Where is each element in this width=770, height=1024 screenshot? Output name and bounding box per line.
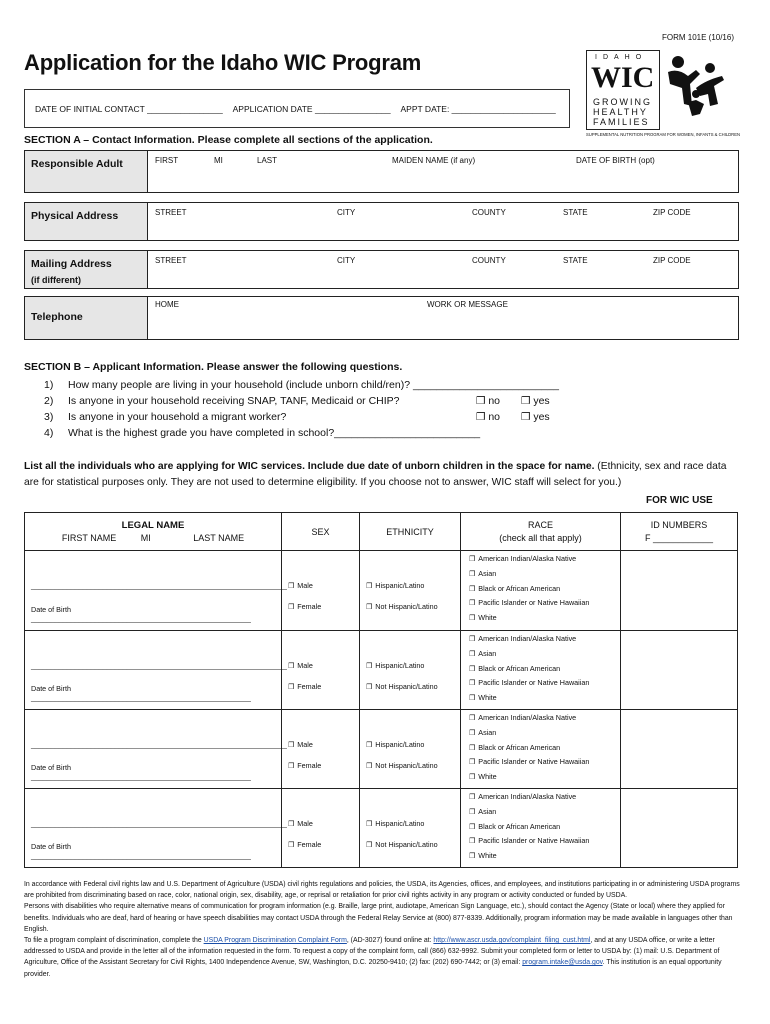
footer-paragraph-1: In accordance with Federal civil rights law and U.S. Department of Agriculture (USDA) civil rights regulations and policies, the USDA, its Agencies, offices, and employees, and institutions participating in or administering USDA programs are prohibited from discriminating based on race, color, national origin, sex, disability, age, or reprisal or retaliation for prior civil rights activity in any program or activity conducted or funded by USDA. <box>24 881 740 900</box>
option-label: Not Hispanic/Latino <box>375 682 438 691</box>
option-label: Hispanic/Latino <box>375 819 425 828</box>
option-label: Pacific Islander or Native Hawaiian <box>478 757 590 767</box>
option-label: White <box>478 851 497 861</box>
race-subtitle: (check all that apply) <box>499 533 582 543</box>
checkbox-icon: ❒ <box>469 585 476 593</box>
applicant-name-field[interactable]: ________________________________________________________________ <box>31 661 287 670</box>
complaint-url-link[interactable]: http://www.ascr.usda.gov/complaint_filing_cust.html <box>433 937 591 945</box>
checkbox-icon: ❒ <box>469 615 476 623</box>
checkbox-icon: ❒ <box>469 838 476 846</box>
applicant-name-field[interactable]: ________________________________________________________________ <box>31 740 287 749</box>
applicant-ethnicity-cell <box>360 710 461 789</box>
applicant-dob-field[interactable]: Date of Birth _______________________________________________________ <box>31 763 251 781</box>
question-3 <box>44 411 286 423</box>
ethnicity-header: ETHNICITY <box>360 513 461 551</box>
applicant-sex-cell <box>282 631 360 710</box>
checkbox-icon: ❒ <box>366 663 373 670</box>
option-label: Not Hispanic/Latino <box>375 840 438 849</box>
work-phone-field[interactable]: WORK OR MESSAGE <box>427 300 508 309</box>
checkbox-icon: ❒ <box>366 684 373 691</box>
option-label: Pacific Islander or Native Hawaiian <box>478 678 590 688</box>
checkbox-icon: ❒ <box>469 665 476 673</box>
option-label: Not Hispanic/Latino <box>375 761 438 770</box>
logo-name: WIC <box>591 61 655 94</box>
option-label: Male <box>297 819 313 828</box>
race-asian-checkbox[interactable] <box>461 647 620 662</box>
responsible-adult-label: Responsible Adult <box>25 151 148 192</box>
mi-header: MI <box>140 533 151 543</box>
option-label: Female <box>297 682 322 691</box>
id-numbers-title: ID NUMBERS <box>650 520 708 530</box>
list-intro-bold: List all the individuals who are applying for WIC services. Include due date of unborn children in the space for name. <box>24 461 595 472</box>
option-label: Pacific Islander or Native Hawaiian <box>478 836 590 846</box>
checkbox-icon: ❒ <box>469 774 476 782</box>
option-label: Hispanic/Latino <box>375 661 425 670</box>
list-intro-rest: (Ethnicity, sex and race data are for statistical purposes only. They are not used to determine eligibility. If you choose not to answer, WIC staff will select for you.) <box>24 461 727 488</box>
checkbox-icon: ❒ <box>469 695 476 703</box>
question-text: Is anyone in your household a migrant worker? <box>68 411 287 423</box>
applicant-dob-field[interactable]: Date of Birth _______________________________________________________ <box>31 605 251 623</box>
checkbox-icon: ❒ <box>288 604 295 611</box>
last-name-field[interactable]: LAST <box>257 156 278 165</box>
applicant-race-cell <box>461 551 621 631</box>
logo-slogan-line1: GROWING <box>593 97 652 107</box>
sex-header: SEX <box>282 513 360 551</box>
applicant-sex-cell <box>282 789 360 868</box>
mi-field[interactable]: MI <box>214 156 223 165</box>
applicant-id-cell[interactable] <box>621 789 738 868</box>
checkbox-icon: ❒ <box>469 570 476 578</box>
option-label: Male <box>297 740 313 749</box>
applicant-sex-cell <box>282 551 360 631</box>
id-numbers-header <box>621 513 738 551</box>
race-american-indian-checkbox[interactable] <box>461 632 620 647</box>
wic-logo <box>586 50 741 137</box>
mailing-address-box <box>24 250 739 289</box>
email-link[interactable]: program.intake@usda.gov <box>522 959 603 967</box>
mailing-address-sub: (if different) <box>31 275 81 285</box>
checkbox-icon: ❒ <box>476 411 486 423</box>
checkbox-icon: ❒ <box>288 663 295 670</box>
applicant-name-cell <box>25 710 287 789</box>
footer-text: . This institution is an equal opportunity provider. <box>24 959 722 978</box>
race-pacific-islander-checkbox[interactable] <box>461 755 620 770</box>
sex-female-checkbox[interactable] <box>288 677 359 698</box>
race-white-checkbox[interactable] <box>461 849 620 864</box>
logo-slogan-line2: HEALTHY <box>593 107 648 117</box>
mailing-address-label <box>25 251 148 288</box>
applicant-list-intro <box>24 459 744 491</box>
checkbox-icon: ❒ <box>469 729 476 737</box>
first-name-field[interactable]: FIRST <box>155 156 179 165</box>
ethnicity-hispanic-checkbox[interactable] <box>366 814 460 835</box>
last-name-header: LAST NAME <box>193 533 245 543</box>
question-number: 4) <box>44 427 54 439</box>
applicant-dob-field[interactable]: Date of Birth _______________________________________________________ <box>31 684 251 702</box>
logo-tagline: SUPPLEMENTAL NUTRITION PROGRAM FOR WOMEN, INFANTS & CHILDREN <box>586 132 741 137</box>
page-title: Application for the Idaho WIC Program <box>24 50 422 75</box>
checkbox-icon: ❒ <box>288 684 295 691</box>
ethnicity-not-hispanic-checkbox[interactable] <box>366 677 460 698</box>
no-label: no <box>488 395 501 407</box>
family-figures-icon <box>666 54 726 124</box>
yes-label: yes <box>533 395 550 407</box>
option-label: Asian <box>478 648 497 658</box>
physical-address-box <box>24 202 739 241</box>
checkbox-icon: ❒ <box>469 794 476 801</box>
question-number: 1) <box>44 379 54 391</box>
question-number: 3) <box>44 411 54 423</box>
county-field[interactable]: COUNTY <box>472 208 506 217</box>
race-pacific-islander-checkbox[interactable] <box>461 834 620 849</box>
race-american-indian-checkbox[interactable] <box>461 711 620 726</box>
checkbox-icon: ❒ <box>366 821 373 828</box>
race-title: RACE <box>527 520 553 530</box>
race-pacific-islander-checkbox[interactable] <box>461 596 620 611</box>
checkbox-icon: ❒ <box>288 842 295 849</box>
checkbox-icon: ❒ <box>366 604 373 611</box>
logo-slogan-line3: FAMILIES <box>593 117 650 127</box>
sex-female-checkbox[interactable] <box>288 597 359 618</box>
mailing-city-field[interactable]: CITY <box>337 256 356 265</box>
applicant-sex-cell <box>282 710 360 789</box>
street-field[interactable]: STREET <box>155 208 187 217</box>
applicant-row <box>25 551 738 631</box>
race-asian-checkbox[interactable] <box>461 726 620 741</box>
race-american-indian-checkbox[interactable] <box>461 552 620 567</box>
race-asian-checkbox[interactable] <box>461 567 620 582</box>
section-a-heading: SECTION A – Contact Information. Please complete all sections of the application. <box>24 134 433 146</box>
legal-name-title: LEGAL NAME <box>121 520 185 531</box>
checkbox-icon: ❒ <box>521 395 531 407</box>
option-label: Male <box>297 581 313 590</box>
physical-address-label: Physical Address <box>25 203 148 240</box>
checkbox-icon: ❒ <box>521 411 531 423</box>
option-label: Asian <box>478 568 497 578</box>
option-label: Asian <box>478 727 497 737</box>
sex-male-checkbox[interactable] <box>288 735 359 756</box>
city-field[interactable]: CITY <box>337 208 356 217</box>
option-label: White <box>478 772 497 782</box>
footer-text: , and at any USDA office, or write a letter addressed to USDA and provide in the letter all of the information requested in the form. To request a copy of the complaint form, call (866) 632-9992. Submit your completed form or letter to USDA by: (1) mail: U.S. Department of Agriculture, Office of the Assistant Secretary for Civil Rights, 1400 Independence Avenue, SW, Washington, D.C. 20250-9410; (2) fax: (202) 690-7442; or (3) email: <box>24 937 720 967</box>
checkbox-icon: ❒ <box>469 759 476 767</box>
section-b-heading: SECTION B – Applicant Information. Please answer the following questions. <box>24 361 403 373</box>
checkbox-icon: ❒ <box>469 808 476 816</box>
mailing-zip-field[interactable]: ZIP CODE <box>653 256 691 265</box>
checkbox-icon: ❒ <box>288 763 295 770</box>
applicant-row <box>25 631 738 710</box>
checkbox-icon: ❒ <box>469 680 476 688</box>
application-date-field[interactable]: APPLICATION DATE ________________ <box>232 104 391 114</box>
appt-date-field[interactable]: APPT DATE: ______________________ <box>400 104 556 114</box>
option-label: Black or African American <box>478 742 561 752</box>
option-label: Pacific Islander or Native Hawaiian <box>478 598 590 608</box>
initial-contact-date-field[interactable]: DATE OF INITIAL CONTACT ________________ <box>35 104 223 114</box>
option-label: American Indian/Alaska Native <box>478 554 577 563</box>
race-pacific-islander-checkbox[interactable] <box>461 676 620 691</box>
sex-female-checkbox[interactable] <box>288 835 359 856</box>
q2-yes-checkbox[interactable] <box>521 395 550 407</box>
option-label: Female <box>297 840 322 849</box>
applicant-name-field[interactable]: ________________________________________________________________ <box>31 819 287 828</box>
legal-name-subheads <box>25 533 281 543</box>
checkbox-icon: ❒ <box>476 395 486 407</box>
applicant-race-cell <box>461 710 621 789</box>
race-black-checkbox[interactable] <box>461 582 620 597</box>
applicant-id-cell[interactable] <box>621 710 738 789</box>
applicant-name-field[interactable]: ________________________________________________________________ <box>31 581 287 590</box>
form-number: FORM 101E (10/16) <box>661 33 734 42</box>
applicant-race-cell <box>461 789 621 868</box>
option-label: Female <box>297 761 322 770</box>
question-text: How many people are living in your household (include unborn child/ren)? _________________________ <box>68 379 559 391</box>
option-label: White <box>478 693 497 703</box>
sex-female-checkbox[interactable] <box>288 756 359 777</box>
complaint-form-link[interactable]: USDA Program Discrimination Complaint Form <box>203 937 347 945</box>
footer-paragraph-3 <box>24 935 748 980</box>
applicant-row <box>25 710 738 789</box>
checkbox-icon: ❒ <box>288 742 295 749</box>
footer-text: , (AD-3027) found online at: <box>346 937 434 945</box>
applicant-race-cell <box>461 631 621 710</box>
footer-text: To file a program complaint of discrimination, complete the <box>24 937 204 945</box>
option-label: Hispanic/Latino <box>375 581 425 590</box>
sex-male-checkbox[interactable] <box>288 814 359 835</box>
applicant-name-cell <box>25 631 287 710</box>
option-label: Female <box>297 602 322 611</box>
race-white-checkbox[interactable] <box>461 770 620 785</box>
applicant-row <box>25 789 738 868</box>
responsible-adult-box <box>24 150 739 193</box>
question-number: 2) <box>44 395 54 407</box>
option-label: Asian <box>478 806 497 816</box>
race-american-indian-checkbox[interactable] <box>461 790 620 805</box>
checkbox-icon: ❒ <box>469 744 476 752</box>
date-box <box>24 89 570 128</box>
logo-slogan <box>593 97 652 127</box>
option-label: Hispanic/Latino <box>375 740 425 749</box>
legal-name-header <box>25 513 282 551</box>
option-label: White <box>478 613 497 623</box>
home-phone-field[interactable]: HOME <box>155 300 179 309</box>
option-label: American Indian/Alaska Native <box>478 713 577 722</box>
question-2 <box>44 395 400 407</box>
first-name-header: FIRST NAME <box>61 533 117 543</box>
checkbox-icon: ❒ <box>366 842 373 849</box>
question-text: What is the highest grade you have completed in school?_________________________ <box>68 427 481 439</box>
race-white-checkbox[interactable] <box>461 611 620 626</box>
ethnicity-hispanic-checkbox[interactable] <box>366 735 460 756</box>
question-text: Is anyone in your household receiving SNAP, TANF, Medicaid or CHIP? <box>68 395 400 407</box>
ethnicity-hispanic-checkbox[interactable] <box>366 656 460 677</box>
ethnicity-not-hispanic-checkbox[interactable] <box>366 756 460 777</box>
race-asian-checkbox[interactable] <box>461 805 620 820</box>
applicants-table <box>24 512 738 868</box>
checkbox-icon: ❒ <box>366 742 373 749</box>
option-label: American Indian/Alaska Native <box>478 792 577 801</box>
q3-yes-checkbox[interactable] <box>521 411 550 423</box>
q2-no-checkbox[interactable] <box>476 395 500 407</box>
race-black-checkbox[interactable] <box>461 820 620 835</box>
checkbox-icon: ❒ <box>469 650 476 658</box>
checkbox-icon: ❒ <box>366 763 373 770</box>
dob-field[interactable]: DATE OF BIRTH (opt) <box>576 156 655 165</box>
checkbox-icon: ❒ <box>288 821 295 828</box>
ethnicity-not-hispanic-checkbox[interactable] <box>366 835 460 856</box>
checkbox-icon: ❒ <box>469 600 476 608</box>
applicant-ethnicity-cell <box>360 789 461 868</box>
question-1[interactable] <box>44 379 559 391</box>
option-label: Not Hispanic/Latino <box>375 602 438 611</box>
option-label: Male <box>297 661 313 670</box>
option-label: Black or African American <box>478 821 561 831</box>
maiden-name-field[interactable]: MAIDEN NAME (if any) <box>392 156 476 165</box>
mailing-street-field[interactable]: STREET <box>155 256 187 265</box>
no-label: no <box>488 411 501 423</box>
state-field[interactable]: STATE <box>563 208 588 217</box>
ethnicity-not-hispanic-checkbox[interactable] <box>366 597 460 618</box>
applicant-id-cell[interactable] <box>621 551 738 631</box>
logo-frame <box>586 50 660 130</box>
checkbox-icon: ❒ <box>469 823 476 831</box>
option-label: American Indian/Alaska Native <box>478 634 577 643</box>
option-label: Black or African American <box>478 663 561 673</box>
logo-state: IDAHO <box>595 54 648 61</box>
applicant-dob-field[interactable]: Date of Birth _______________________________________________________ <box>31 842 251 860</box>
checkbox-icon: ❒ <box>469 715 476 722</box>
yes-label: yes <box>533 411 550 423</box>
sex-male-checkbox[interactable] <box>288 576 359 597</box>
telephone-label: Telephone <box>25 297 148 339</box>
race-white-checkbox[interactable] <box>461 691 620 706</box>
race-black-checkbox[interactable] <box>461 662 620 677</box>
checkbox-icon: ❒ <box>288 583 295 590</box>
table-header-row <box>25 513 738 551</box>
applicant-name-cell <box>25 789 287 868</box>
footer-paragraph-2: Persons with disabilities who require alternative means of communication for program information (e.g. Braille, large print, audiotape, American Sign Language, etc.), should contact the Agency (State or local) where they applied for benefits. Individuals who are deaf, hard of hearing or have speech disabilities may contact USDA through the Federal Relay Service at (800) 877-8339. Additionally, program information may be made available in languages other than English. <box>24 903 733 933</box>
sex-male-checkbox[interactable] <box>288 656 359 677</box>
zip-field[interactable]: ZIP CODE <box>653 208 691 217</box>
civil-rights-statement <box>24 879 748 980</box>
checkbox-icon: ❒ <box>469 636 476 643</box>
applicant-id-cell[interactable] <box>621 631 738 710</box>
ethnicity-hispanic-checkbox[interactable] <box>366 576 460 597</box>
mailing-state-field[interactable]: STATE <box>563 256 588 265</box>
checkbox-icon: ❒ <box>469 556 476 563</box>
mailing-county-field[interactable]: COUNTY <box>472 256 506 265</box>
telephone-box <box>24 296 739 340</box>
option-label: Black or African American <box>478 583 561 593</box>
applicant-name-cell <box>25 551 287 631</box>
race-header <box>461 513 621 551</box>
for-wic-use-label: FOR WIC USE <box>646 495 713 506</box>
mailing-address-title: Mailing Address <box>31 258 112 270</box>
checkbox-icon: ❒ <box>469 853 476 861</box>
race-black-checkbox[interactable] <box>461 741 620 756</box>
checkbox-icon: ❒ <box>366 583 373 590</box>
id-number-field[interactable]: F ____________ <box>644 533 714 543</box>
question-4[interactable] <box>44 427 480 439</box>
applicant-ethnicity-cell <box>360 631 461 710</box>
q3-no-checkbox[interactable] <box>476 411 500 423</box>
applicant-ethnicity-cell <box>360 551 461 631</box>
